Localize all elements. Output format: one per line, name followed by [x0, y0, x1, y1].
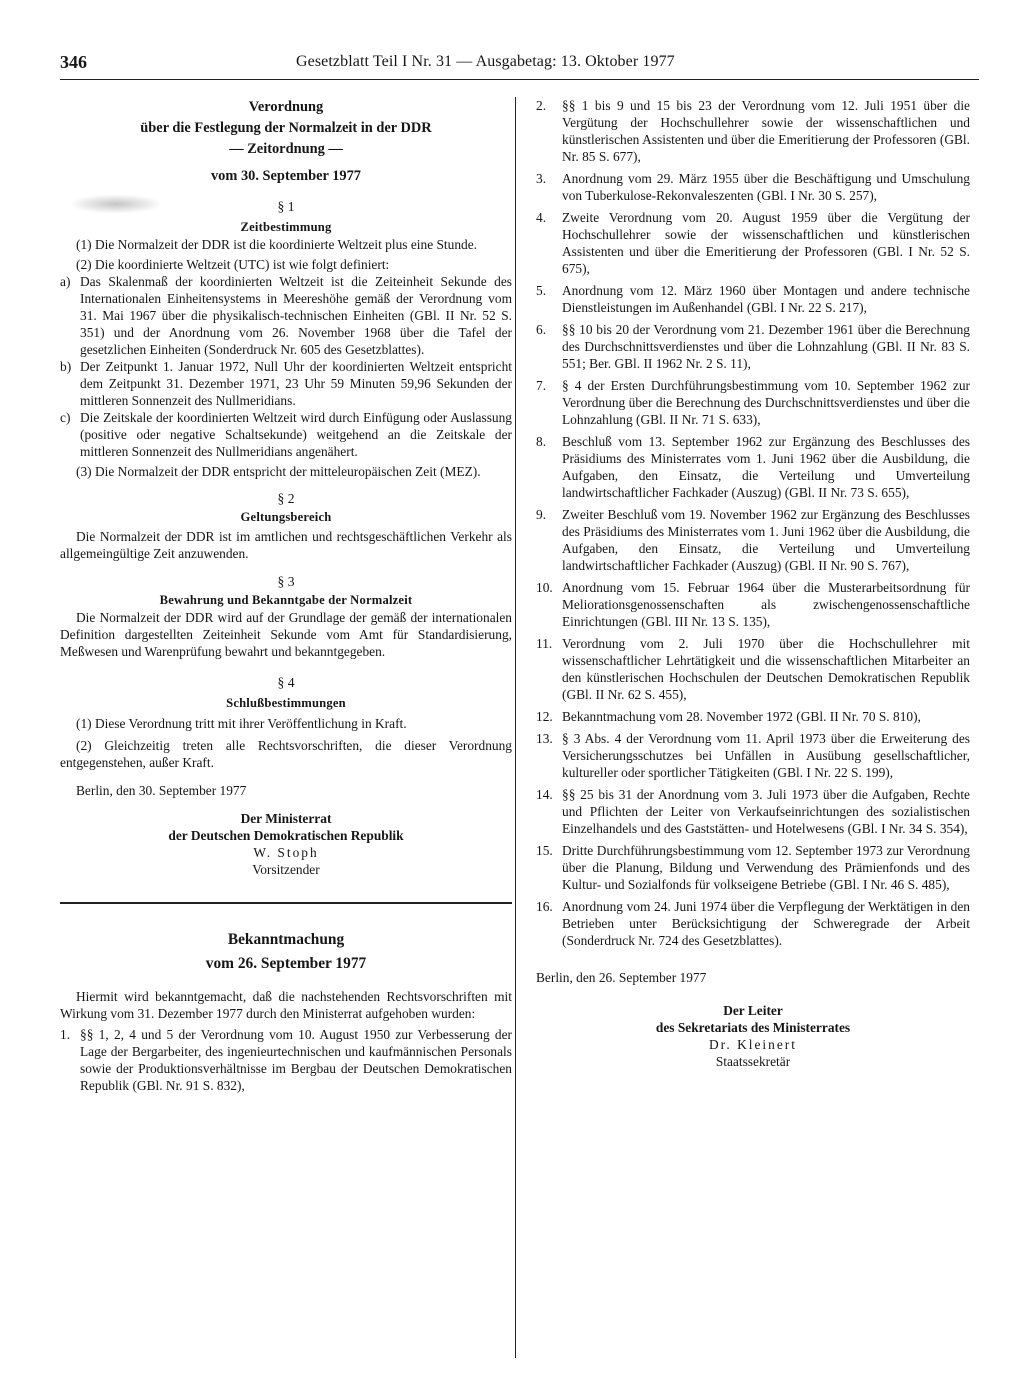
repeal-item-3 — [536, 170, 970, 204]
item-label: 9. — [536, 507, 547, 522]
section-1-heading: Zeitbestimmung — [240, 220, 332, 234]
repeal-item-14 — [536, 786, 970, 837]
bekanntmachung-intro: Hiermit wird bekanntgemacht, daß die nachstehenden Rechtsvorschriften mit Wirkung vom 31. Dezember 1977 durch den Ministerrat aufgehoben wurden: — [60, 989, 512, 1021]
signature-organization-line-1: Der Leiter — [723, 1003, 783, 1018]
repeal-item-5 — [536, 282, 970, 316]
section-3-number: § 3 — [277, 574, 295, 589]
repeal-item-7 — [536, 377, 970, 428]
item-label: 16. — [536, 899, 553, 914]
section-divider-rule — [60, 902, 512, 904]
item-label: 5. — [536, 283, 547, 298]
item-label: 7. — [536, 378, 547, 393]
item-text: Anordnung vom 24. Juni 1974 über die Verpflegung der Werktätigen in den Betrieben unter Berücksichtigung der Schweregrade der Arbeit (Sonderdruck Nr. 724 des Gesetzblattes). — [562, 899, 970, 948]
repeal-item-16 — [536, 898, 970, 949]
repeal-item-11 — [536, 635, 970, 703]
section-3-heading: Bewahrung und Bekanntgabe der Normalzeit — [159, 593, 413, 607]
item-label: 3. — [536, 171, 547, 186]
item-text: Zweite Verordnung vom 20. August 1959 über die Vergütung der Hochschullehrer sowie der wissenschaftlichen und künstlerischen Assistenten und über die Emeritierung der Professoren (GBl. I Nr. 52 S. 675), — [562, 210, 970, 276]
verordnung-subtitle: über die Festlegung der Normalzeit in der DDR — [140, 120, 432, 136]
verordnung-short-title: — Zeitordnung — — [229, 141, 343, 157]
section-1-paragraph-1: (1) Die Normalzeit der DDR ist die koordinierte Weltzeit plus eine Stunde. — [76, 237, 478, 252]
repeal-item-2 — [536, 97, 970, 165]
item-label: b) — [60, 359, 72, 374]
item-label: a) — [60, 274, 71, 289]
item-text: Der Zeitpunkt 1. Januar 1972, Null Uhr der koordinierten Weltzeit entspricht dem Zeitpunkt 31. Dezember 1971, 23 Uhr 59 Minuten 59,96 Sekunden der mittleren Sonnenzeit des Nullmeridians. — [80, 359, 512, 408]
section-1-item-a — [60, 273, 512, 358]
item-label: 6. — [536, 322, 547, 337]
item-text: §§ 1 bis 9 und 15 bis 23 der Verordnung vom 12. Juli 1951 über die Vergütung der Hochschullehrer sowie der wissenschaftlichen und künstlerischen Assistenten und über die Emeritierung der Professoren (GBl. Nr. 85 S. 677), — [562, 98, 970, 164]
section-1-number: § 1 — [277, 199, 295, 214]
item-label: 4. — [536, 210, 547, 225]
right-column — [536, 97, 970, 1070]
repeal-item-8 — [536, 433, 970, 501]
repeal-item-6 — [536, 321, 970, 372]
item-text: §§ 1, 2, 4 und 5 der Verordnung vom 10. August 1950 zur Verbesserung der Lage der Bergarbeiter, des ingenieurtechnischen und kaufmännischen Personals sowie der Produktionsverhältnisse im Bergbau der Deutschen Demokratischen Republik (GBl. Nr. 91 S. 832), — [80, 1027, 512, 1093]
repeal-item-15 — [536, 842, 970, 893]
section-4-heading: Schlußbestimmungen — [226, 696, 346, 710]
item-text: Die Zeitskale der koordinierten Weltzeit wird durch Einfügung oder Auslassung (positive oder negative Schaltsekunde) weitgehend an die Zeitskale der mittleren Sonnenzeit des Nullmeridians angenähert. — [80, 410, 512, 459]
repeal-item-12 — [536, 708, 970, 725]
item-text: § 3 Abs. 4 der Verordnung vom 11. April 1973 über die Erweiterung des Versicherungsschutzes bei Unfällen in Ausübung gesellschaftlicher, kultureller oder sportlicher Tätigkeiten (GBl. I Nr. 22 S. 199), — [562, 731, 970, 780]
signature-role: Vorsitzender — [252, 862, 320, 877]
bekanntmachung-place-date: Berlin, den 26. September 1977 — [536, 970, 707, 985]
signature-organization-line-1: Der Ministerrat — [240, 811, 332, 826]
running-title: Gesetzblatt Teil I Nr. 31 — Ausgabetag: 13. Oktober 1977 — [296, 53, 675, 70]
item-label: 10. — [536, 580, 553, 595]
item-label: 11. — [536, 636, 553, 651]
item-label: c) — [60, 410, 71, 425]
item-label: 12. — [536, 709, 553, 724]
signature-organization-line-2: des Sekretariats des Ministerrates — [655, 1020, 851, 1035]
repeal-item-13 — [536, 730, 970, 781]
section-1-item-b — [60, 358, 512, 409]
section-2-paragraph: Die Normalzeit der DDR ist im amtlichen und rechtsgeschäftlichen Verkehr als allgemeingültige Zeit anzuwenden. — [60, 529, 512, 561]
header-rule — [60, 79, 979, 80]
signature-name: W. Stoph — [253, 845, 319, 860]
bekanntmachung-title: Bekanntmachung — [227, 931, 345, 948]
item-text: §§ 25 bis 31 der Anordnung vom 3. Juli 1973 über die Aufgaben, Rechte und Pflichten der Leiter von Verkaufseinrichtungen des sozialistischen Einzelhandels und des Gaststätten- und Hotelwesens (GBl. I Nr. 34 S. 354), — [562, 787, 970, 836]
left-column — [60, 97, 512, 1094]
section-4-paragraph-1: (1) Diese Verordnung tritt mit ihrer Veröffentlichung in Kraft. — [76, 716, 407, 731]
item-label: 15. — [536, 843, 553, 858]
item-text: Anordnung vom 15. Februar 1964 über die Musterarbeitsordnung für Meliorationsgenossenschaften als zwischengenossenschaftliche Einrichtungen (GBl. III Nr. 13 S. 135), — [562, 580, 970, 629]
repeal-item-4 — [536, 209, 970, 277]
verordnung-place-date: Berlin, den 30. September 1977 — [76, 783, 247, 798]
section-2-number: § 2 — [277, 491, 295, 506]
item-text: Verordnung vom 2. Juli 1970 über die Hochschullehrer mit wissenschaftlicher Lehrtätigkeit und die wissenschaftlichen Mitarbeiter an den künstlerischen Hochschulen der Deutschen Demokratischen Republik (GBl. II Nr. 62 S. 455), — [562, 636, 970, 702]
item-label: 13. — [536, 731, 553, 746]
signature-name: Dr. Kleinert — [709, 1037, 797, 1052]
item-text: Bekanntmachung vom 28. November 1972 (GBl. II Nr. 70 S. 810), — [562, 709, 921, 724]
item-label: 2. — [536, 98, 547, 113]
repeal-item-9 — [536, 506, 970, 574]
section-4-paragraph-2: (2) Gleichzeitig treten alle Rechtsvorschriften, die dieser Verordnung entgegenstehen, außer Kraft. — [60, 738, 512, 770]
section-3-paragraph: Die Normalzeit der DDR wird auf der Grundlage der gemäß der internationalen Definition dargestellten Zeiteinheit Sekunde vom Amt für Standardisierung, Meßwesen und Warenprüfung bewahrt und bekanntgegeben. — [60, 610, 512, 659]
item-text: Anordnung vom 12. März 1960 über Montagen und andere technische Dienstleistungen im Außenhandel (GBl. I Nr. 22 S. 217), — [562, 283, 970, 315]
repeal-item-10 — [536, 579, 970, 630]
bekanntmachung-date: vom 26. September 1977 — [205, 955, 367, 972]
item-text: Anordnung vom 29. März 1955 über die Beschäftigung und Umschulung von Tuberkulose-Rekonvaleszenten (GBl. I Nr. 30 S. 257), — [562, 171, 970, 203]
section-4-number: § 4 — [277, 675, 295, 690]
section-2-heading: Geltungsbereich — [240, 510, 332, 524]
item-text: Zweiter Beschluß vom 19. November 1962 zur Ergänzung des Beschlusses des Präsidiums des Ministerrates vom 1. Juni 1962 über die Ausbildung, die Aufgaben, den Einsatz, die Verteilung und Umverteilung landwirtschaftlicher Fachkader (Auszug) (GBl. II Nr. 90 S. 767), — [562, 507, 970, 573]
item-text: Dritte Durchführungsbestimmung vom 12. September 1973 zur Verordnung über die Planung, Bildung und Verwendung des Prämienfonds und des Kultur- und Sozialfonds für volkseigene Betriebe (GBl. I Nr. 46 S. 485), — [562, 843, 970, 892]
verordnung-title: Verordnung — [248, 99, 324, 115]
repeal-item-1 — [60, 1026, 512, 1094]
item-text: Beschluß vom 13. September 1962 zur Ergänzung des Beschlusses des Präsidiums des Ministerrates vom 1. Juni 1962 über die Ausbildung, die Aufgaben, den Einsatz, die Verteilung und Umverteilung landwirtschaftlicher Fachkader (Auszug) (GBl. II Nr. 73 S. 655), — [562, 434, 970, 500]
item-label: 1. — [60, 1027, 71, 1042]
section-1-item-c — [60, 409, 512, 460]
item-label: 14. — [536, 787, 553, 802]
item-label: 8. — [536, 434, 547, 449]
page-number: 346 — [60, 52, 87, 72]
section-1-paragraph-2: (2) Die koordinierte Weltzeit (UTC) ist wie folgt definiert: — [76, 257, 390, 272]
signature-role: Staatssekretär — [715, 1054, 791, 1069]
section-1-paragraph-3: (3) Die Normalzeit der DDR entspricht der mitteleuropäischen Zeit (MEZ). — [76, 464, 481, 479]
column-divider — [515, 97, 516, 1358]
item-text: § 4 der Ersten Durchführungsbestimmung vom 10. September 1962 zur Verordnung über die Berechnung des Durchschnittsverdienstes und über die Lohnzahlung (GBl. II Nr. 71 S. 633), — [562, 378, 970, 427]
item-text: Das Skalenmaß der koordinierten Weltzeit ist die Zeiteinheit Sekunde des Internationalen Einheitensystems in Meereshöhe gemäß der Verordnung vom 31. Mai 1967 über die physikalisch-technischen Einheiten (GBl. II Nr. 52 S. 351) und der Anordnung vom 26. November 1968 über die Tafel der gesetzlichen Einheiten (Sonderdruck Nr. 605 des Gesetzblattes). — [80, 274, 512, 357]
page-header — [60, 52, 979, 76]
signature-organization-line-2: der Deutschen Demokratischen Republik — [168, 828, 404, 843]
item-text: §§ 10 bis 20 der Verordnung vom 21. Dezember 1961 über die Berechnung des Durchschnittsverdienstes und über die Lohnzahlung (GBl. II Nr. 83 S. 551; Ber. GBl. II 1962 Nr. 2 S. 11), — [562, 322, 970, 371]
verordnung-date: vom 30. September 1977 — [210, 168, 362, 184]
